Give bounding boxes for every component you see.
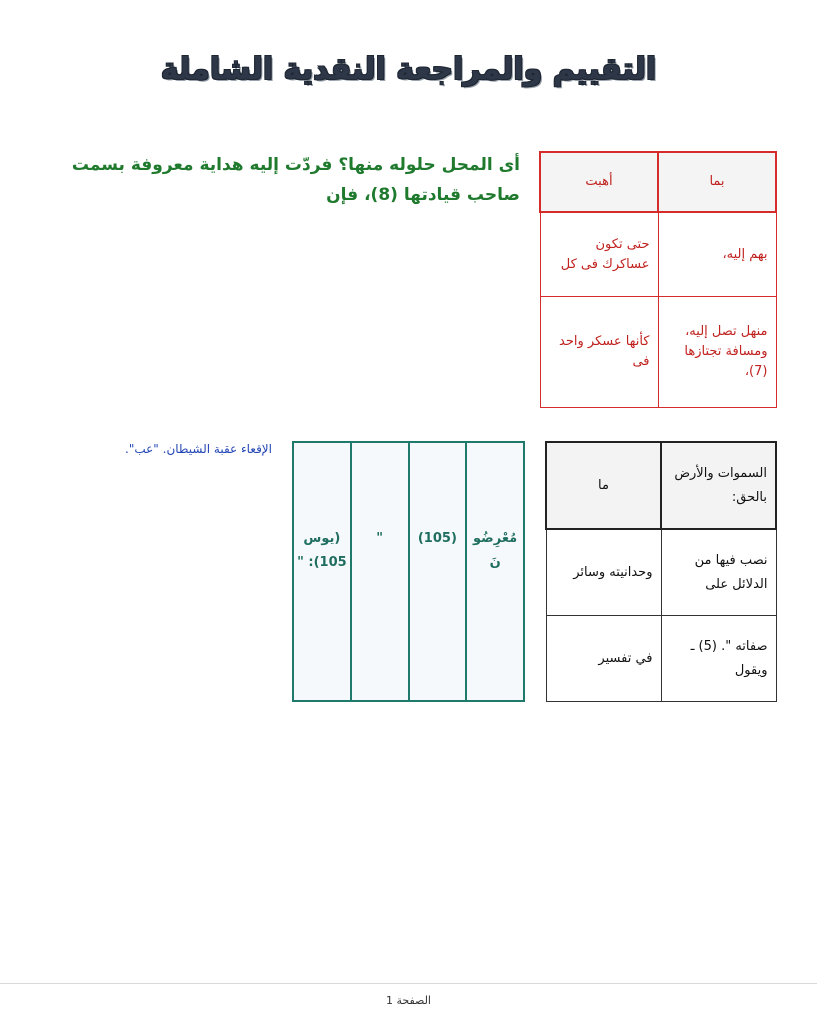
- table-header-row: [540, 152, 776, 212]
- table-cell: (105): [409, 442, 467, 701]
- table-cell: مُعْرِضُو نَ: [466, 442, 524, 701]
- table-header-cell: بما: [658, 152, 776, 212]
- table-row: [540, 297, 776, 408]
- table-row: [293, 442, 524, 701]
- table-row: [546, 616, 776, 702]
- red-table: [539, 151, 777, 408]
- table-cell: صفاته ". (5) ـ ويقول: [661, 616, 776, 702]
- table-header-cell: السموات والأرض بالحق:: [661, 442, 776, 529]
- table-header-cell: أهبت: [540, 152, 658, 212]
- table-cell: بهم إليه،: [658, 212, 776, 297]
- table-cell: (يوس 105): ": [293, 442, 351, 701]
- black-table: [545, 441, 777, 702]
- table-cell: حتى تكون عساكرك فى كل: [540, 212, 658, 297]
- table-cell: كأنها عسكر واحد فى: [540, 297, 658, 408]
- table-header-row: [546, 442, 776, 529]
- table-cell: ": [351, 442, 409, 701]
- side-note: الإقعاء عقبة الشيطان. "عب".: [125, 442, 272, 456]
- table-cell: منهل تصل إليه، ومسافة تجتازها (7)،: [658, 297, 776, 408]
- footer-divider: [0, 983, 817, 984]
- page-footer: الصفحة 1: [385, 994, 431, 1007]
- table-row: [546, 529, 776, 616]
- table-header-cell: ما: [546, 442, 661, 529]
- intro-paragraph: أى المحل حلوله منها؟ فردّت إليه هداية معروفة بسمت صاحب قيادتها (8)، فإن: [71, 155, 520, 205]
- table-row: [540, 212, 776, 297]
- table-cell: في تفسير: [546, 616, 661, 702]
- page-title: التقييم والمراجعة النقدية الشاملة: [160, 52, 657, 87]
- table-cell: وحدانيته وسائر: [546, 529, 661, 616]
- teal-table: [292, 441, 525, 702]
- table-cell: نصب فيها من الدلائل على: [661, 529, 776, 616]
